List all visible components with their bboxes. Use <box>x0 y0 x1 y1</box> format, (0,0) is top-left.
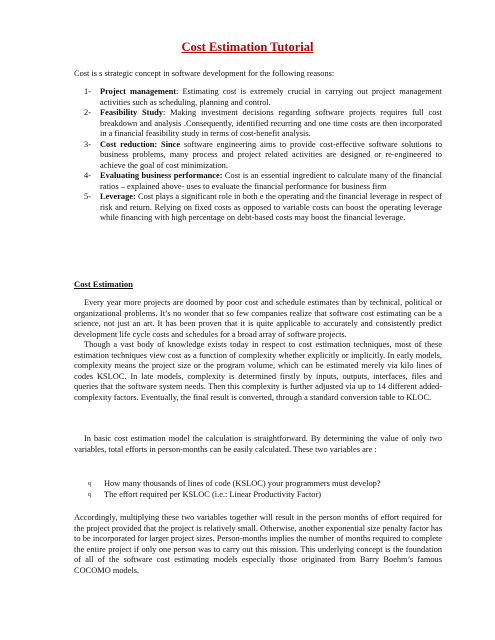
body-paragraph-3: Accordingly, multiplying these two variables together will result in the person months of effort required for the project provided that the project is relatively small. Otherwise, another exponential size penalty factor has to be incorporated for larger project sizes. Person-months implies the number of months required to complete the entire project if only one person was to carry out this mission. This underlying concept is the foundation of all of the software cost estimating models especially those originated from Barry Boehm’s famous COCOMO models. <box>74 513 442 575</box>
intro-sentence: Cost is s strategic concept in software development for the following reasons: <box>74 69 335 78</box>
bullet-glyph: q <box>88 481 91 487</box>
reason-text: Cost plays a significant role in both e the operating and the financial leverage in respect of risk and return. Relying on fixed costs as opposed to variable costs can boost the operating leverage while financing with high percentage on debt-based costs may boost the financial leverage. <box>100 192 442 222</box>
body-paragraph-1 <box>74 298 442 403</box>
reason-term: Leverage: <box>100 192 136 201</box>
reason-item <box>84 87 442 108</box>
list-item <box>88 489 438 500</box>
list-item-text: The effort required per KSLOC (i.e.: Linear Productivity Factor) <box>104 490 322 499</box>
reason-term: Feasibility Study <box>100 108 163 117</box>
list-item-text: How many thousands of lines of code (KSLOC) your programmers must develop? <box>104 479 381 488</box>
reason-item <box>84 108 442 140</box>
paragraph-text: Though a vast body of knowledge exists today in respect to cost estimation techniques, most of these estimation techniques view cost as a function of complexity whether explicitly or implicitly. In early models, complexity means the project size or the program volume, which can be estimated merely via kilo lines of codes KSLOC. In late models, complexity is determined firstly by inputs, outputs, interfaces, files and queries that the software system needs. Then this complexity is further adjusted via up to 14 different added-complexity factors. Eventually, the final result is converted, through a standard conversion table to KLOC. <box>74 340 442 402</box>
reason-number: 1- <box>84 87 91 96</box>
reason-text: Cost is an essential ingredient to calculate many of the financial ratios – explained above- uses to evaluate the financial performance for business firm <box>100 171 442 191</box>
reason-text: : Making investment decisions regarding software projects requires full cost breakdown and analysis .Consequently, identified recurring and one time costs are then incorporated in a financial feasibility study in terms of cost-benefit analysis. <box>100 108 442 138</box>
reason-item <box>84 192 442 224</box>
section-heading: Cost Estimation <box>74 279 133 289</box>
reason-term: Evaluating business performance: <box>100 171 223 180</box>
reason-item <box>84 140 442 172</box>
reason-number: 3- <box>84 139 91 149</box>
reasons-list <box>84 87 442 224</box>
variables-list <box>88 478 438 500</box>
paragraph-text: Every year more projects are doomed by poor cost and schedule estimates than by technical, political or organizational problems. It’s no wonder that so few companies realize that software cost estimating can be a science, not just an art. It has been proven that it is quite applicable to accurately and consistently predict development life cycle costs and schedules for a broad array of software projects. <box>74 298 442 339</box>
reason-term: Project management <box>100 87 177 96</box>
reason-term: Cost reduction: Since <box>100 139 181 149</box>
document-title: Cost Estimation Tutorial <box>181 40 314 54</box>
reason-text: : Estimating cost is extremely crucial in carrying out project management activities such as scheduling, planning and control. <box>100 87 442 107</box>
reason-number: 5- <box>84 192 91 201</box>
body-paragraph-2 <box>74 434 442 455</box>
list-item <box>88 478 438 489</box>
paragraph-text: In basic cost estimation model the calculation is straightforward. By determining the value of only two variables, total efforts in person-months can be easily calculated. These two variables are : <box>74 434 442 454</box>
reason-number: 4- <box>84 171 91 180</box>
bullet-glyph: q <box>88 492 91 498</box>
reason-number: 2- <box>84 108 91 117</box>
reason-text: software engineering aims to provide cost-effective software solutions to business problems, many process and project related activities are designed or re-engineered to achieve the goal of cost minimization. <box>100 139 443 170</box>
reason-item <box>84 171 442 192</box>
